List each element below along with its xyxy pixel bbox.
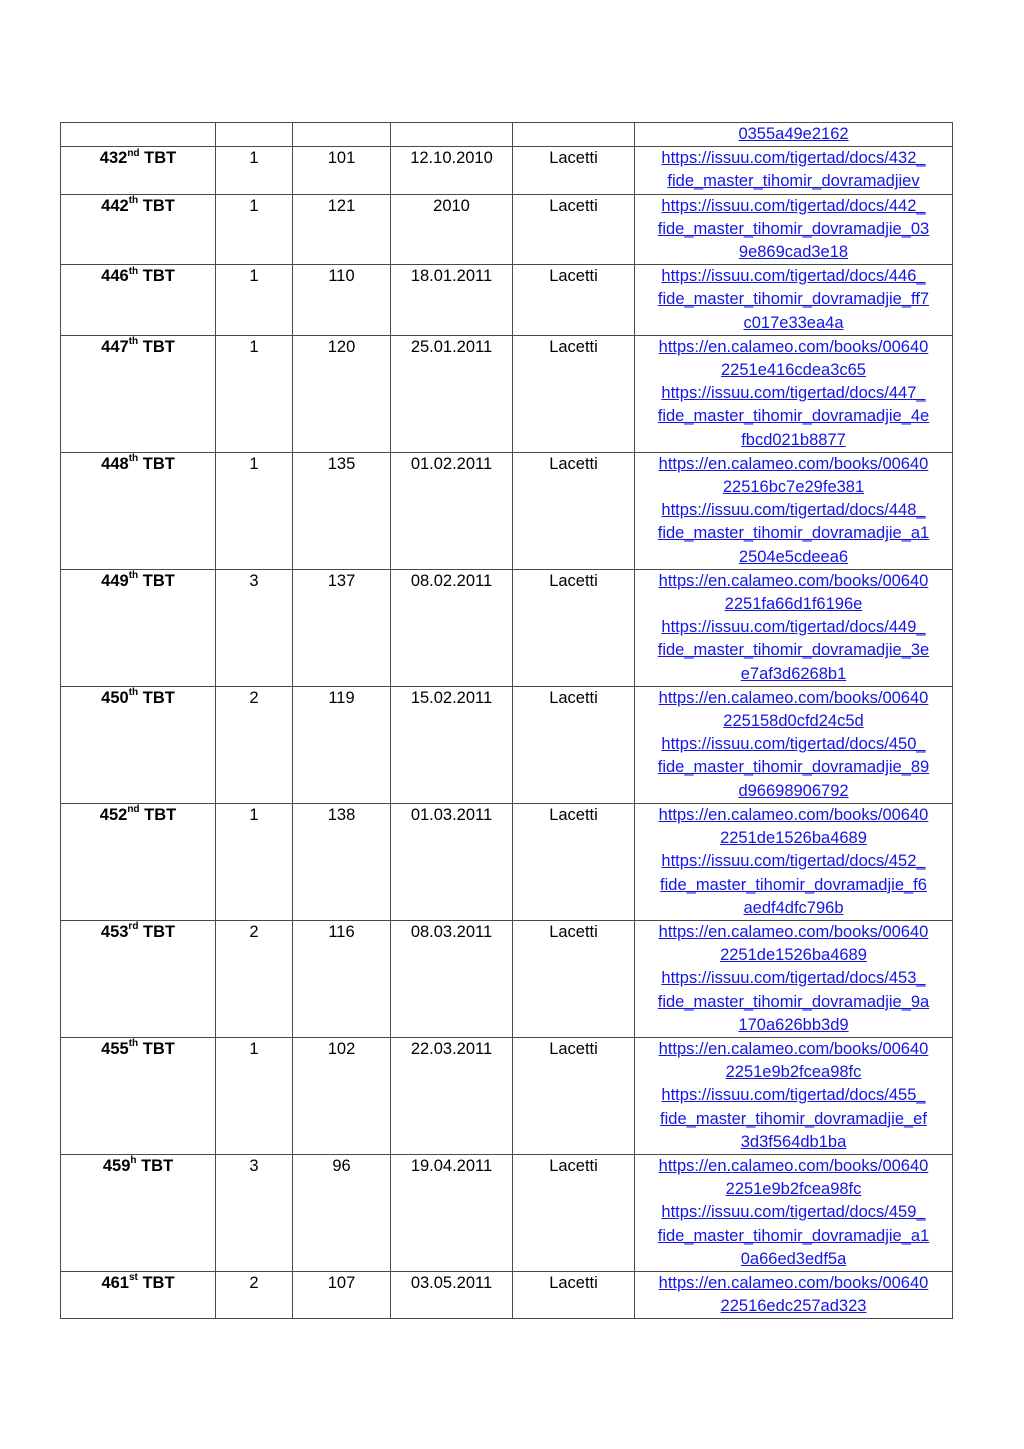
issue-cell [61,147,216,194]
date-cell: 12.10.2010 [391,147,513,194]
table-row [61,920,953,1037]
link-text-line: 2251de1526ba4689 [720,829,867,848]
issue-ordinal-suffix: th [128,570,139,582]
document-link[interactable] [639,123,948,146]
issue-ordinal-suffix: th [128,265,139,277]
count-cell: 1 [216,265,293,336]
links-cell [635,452,953,569]
link-text-line: fide_master_tihomir_dovramadjie_ff7 [657,290,930,309]
name-cell: Lacetti [513,452,635,569]
count-cell: 3 [216,1154,293,1271]
link-text-line: https://issuu.com/tigertad/docs/446_ [661,267,926,286]
document-link[interactable] [639,1155,948,1201]
count-cell: 2 [216,686,293,803]
link-text-line: 3d3f564db1ba [740,1132,847,1151]
document-link[interactable] [639,1084,948,1154]
issue-tag: TBT [138,571,175,590]
issue-ordinal-suffix: th [128,1038,139,1050]
number-cell: 107 [293,1271,391,1318]
table-row [61,803,953,920]
issue-ordinal-suffix: th [128,195,139,207]
link-text-line: https://en.calameo.com/books/00640 [658,805,929,824]
count-cell: 1 [216,335,293,452]
number-cell: 110 [293,265,391,336]
issue-number: 446 [101,267,129,286]
issue-tag: TBT [138,196,175,215]
name-cell: Lacetti [513,335,635,452]
links-cell [635,1037,953,1154]
link-text-line: fide_master_tihomir_dovramadjie_ef [660,1109,927,1128]
issue-tag: TBT [138,267,175,286]
table-row [61,147,953,194]
document-link[interactable] [639,1201,948,1271]
table-row [61,335,953,452]
name-cell: Lacetti [513,194,635,265]
issue-cell [61,803,216,920]
link-text-line: https://issuu.com/tigertad/docs/449_ [661,618,926,637]
date-cell: 19.04.2011 [391,1154,513,1271]
number-cell: 137 [293,569,391,686]
link-text-line: 2504e5cdeea6 [738,547,849,566]
link-text-line: https://en.calameo.com/books/00640 [658,337,929,356]
issue-tag: TBT [138,922,176,941]
count-cell: 1 [216,147,293,194]
link-text-line: 2251fa66d1f6196e [724,595,863,614]
document-link[interactable] [639,195,948,265]
name-cell: Lacetti [513,686,635,803]
number-cell: 138 [293,803,391,920]
document-link[interactable] [639,499,948,569]
issue-ordinal-suffix: th [128,453,139,465]
date-cell [391,123,513,147]
links-cell [635,335,953,452]
issue-tag: TBT [138,337,175,356]
document-link[interactable] [639,967,948,1037]
table-row [61,1154,953,1271]
issue-tag: TBT [138,1039,175,1058]
issue-cell [61,265,216,336]
link-text-line: fbcd021b8877 [741,430,846,449]
table-row [61,569,953,686]
link-text-line: https://en.calameo.com/books/00640 [658,454,929,473]
table-row [61,1037,953,1154]
issue-tag: TBT [139,149,177,168]
date-cell: 08.02.2011 [391,569,513,686]
number-cell: 135 [293,452,391,569]
date-cell: 01.03.2011 [391,803,513,920]
table-row [61,123,953,147]
link-text-line: fide_master_tihomir_dovramadjiev [667,172,920,191]
links-cell [635,1271,953,1318]
issue-tag: TBT [138,688,175,707]
issue-cell [61,1271,216,1318]
issue-cell [61,123,216,147]
issue-cell [61,1037,216,1154]
link-text-line: 2251de1526ba4689 [720,946,867,965]
link-text-line: https://issuu.com/tigertad/docs/448_ [661,501,926,520]
link-text-line: https://issuu.com/tigertad/docs/453_ [661,969,926,988]
issue-number: 447 [101,337,129,356]
issue-number: 452 [99,805,128,824]
number-cell: 116 [293,920,391,1037]
issue-ordinal-suffix: st [128,1272,138,1284]
document-link[interactable] [639,1272,948,1318]
name-cell: Lacetti [513,1271,635,1318]
table-row [61,452,953,569]
count-cell: 3 [216,569,293,686]
issue-cell [61,920,216,1037]
name-cell: Lacetti [513,920,635,1037]
links-cell [635,803,953,920]
issue-cell [61,569,216,686]
link-text-line: 2251e9b2fcea98fc [725,1180,862,1199]
date-cell: 03.05.2011 [391,1271,513,1318]
number-cell: 121 [293,194,391,265]
link-text-line: fide_master_tihomir_dovramadjie_3e [657,641,930,660]
date-cell: 08.03.2011 [391,920,513,1037]
issue-ordinal-suffix: rd [128,921,139,933]
links-cell [635,147,953,194]
number-cell: 120 [293,335,391,452]
date-cell: 2010 [391,194,513,265]
issue-tag: TBT [136,1156,174,1175]
table-row [61,1271,953,1318]
link-text-line: 2251e9b2fcea98fc [725,1063,862,1082]
link-text-line: https://en.calameo.com/books/00640 [658,571,929,590]
link-text-line: https://issuu.com/tigertad/docs/450_ [661,735,926,754]
date-cell: 01.02.2011 [391,452,513,569]
document-link[interactable] [639,382,948,452]
count-cell: 1 [216,803,293,920]
number-cell: 102 [293,1037,391,1154]
name-cell: Lacetti [513,569,635,686]
table-row [61,265,953,336]
count-cell: 1 [216,194,293,265]
link-text-line: 2251e416cdea3c65 [721,361,866,380]
link-text-line: fide_master_tihomir_dovramadjie_89 [657,758,930,777]
date-cell: 25.01.2011 [391,335,513,452]
issue-number: 461 [101,1273,129,1292]
count-cell: 1 [216,452,293,569]
issue-number: 448 [101,454,129,473]
issue-number: 455 [101,1039,129,1058]
document-link[interactable] [639,687,948,733]
issue-cell [61,194,216,265]
link-text-line: https://en.calameo.com/books/00640 [658,688,929,707]
link-text-line: fide_master_tihomir_dovramadjie_03 [657,219,930,238]
name-cell: Lacetti [513,147,635,194]
issue-tag: TBT [137,1273,175,1292]
link-text-line: d96698906792 [738,781,849,800]
link-text-line: https://issuu.com/tigertad/docs/455_ [661,1086,926,1105]
issue-cell [61,452,216,569]
link-text-line: 0355a49e2162 [738,125,849,143]
issue-cell [61,686,216,803]
issue-ordinal-suffix: h [130,1155,137,1167]
link-text-line: 22516bc7e29fe381 [722,478,865,497]
count-cell: 2 [216,920,293,1037]
name-cell: Lacetti [513,803,635,920]
links-cell [635,920,953,1037]
date-cell: 15.02.2011 [391,686,513,803]
issue-ordinal-suffix: nd [127,804,140,816]
table-body [61,123,953,1319]
link-text-line: c017e33ea4a [743,313,844,332]
link-text-line: 22516edc257ad323 [720,1297,867,1316]
number-cell: 96 [293,1154,391,1271]
link-text-line: fide_master_tihomir_dovramadjie_a1 [657,524,930,543]
document-link[interactable] [639,850,948,920]
number-cell: 119 [293,686,391,803]
document-link[interactable] [639,616,948,686]
links-cell [635,569,953,686]
issue-number: 442 [101,196,129,215]
table-row [61,686,953,803]
link-text-line: fide_master_tihomir_dovramadjie_9a [657,992,930,1011]
name-cell: Lacetti [513,1037,635,1154]
count-cell [216,123,293,147]
issue-number: 432 [99,149,128,168]
date-cell: 22.03.2011 [391,1037,513,1154]
number-cell [293,123,391,147]
issue-ordinal-suffix: th [128,687,139,699]
document-link[interactable] [639,570,948,616]
document-link[interactable] [639,453,948,499]
link-text-line: https://en.calameo.com/books/00640 [658,1273,929,1292]
document-link[interactable] [639,147,948,193]
link-text-line: fide_master_tihomir_dovramadjie_a1 [657,1226,930,1245]
link-text-line: https://issuu.com/tigertad/docs/459_ [661,1203,926,1222]
issue-tag: TBT [139,805,177,824]
issue-number: 450 [101,688,129,707]
link-text-line: aedf4dfc796b [743,898,844,917]
count-cell: 2 [216,1271,293,1318]
link-text-line: https://issuu.com/tigertad/docs/452_ [661,852,926,871]
issue-ordinal-suffix: nd [127,147,140,159]
date-cell: 18.01.2011 [391,265,513,336]
link-text-line: e7af3d6268b1 [740,664,847,683]
table-row [61,194,953,265]
link-text-line: https://issuu.com/tigertad/docs/442_ [661,196,926,215]
count-cell: 1 [216,1037,293,1154]
link-text-line: 170a626bb3d9 [738,1015,849,1034]
link-text-line: 9e869cad3e18 [738,243,849,262]
issue-number: 449 [101,571,129,590]
link-text-line: 0a66ed3edf5a [740,1249,847,1268]
issue-number: 453 [100,922,129,941]
document-link[interactable] [639,921,948,967]
document-link[interactable] [639,804,948,850]
number-cell: 101 [293,147,391,194]
links-cell [635,265,953,336]
link-text-line: https://en.calameo.com/books/00640 [658,1039,929,1058]
games-table [60,122,953,1319]
document-link[interactable] [639,336,948,382]
issue-tag: TBT [138,454,175,473]
link-text-line: https://issuu.com/tigertad/docs/447_ [661,384,926,403]
issue-cell [61,1154,216,1271]
link-text-line: https://issuu.com/tigertad/docs/432_ [661,149,926,168]
links-cell [635,686,953,803]
name-cell [513,123,635,147]
issue-number: 459 [102,1156,131,1175]
issue-ordinal-suffix: th [128,336,139,348]
links-cell [635,194,953,265]
document-link[interactable] [639,265,948,335]
link-text-line: https://en.calameo.com/books/00640 [658,922,929,941]
name-cell: Lacetti [513,265,635,336]
link-text-line: https://en.calameo.com/books/00640 [658,1156,929,1175]
issue-cell [61,335,216,452]
links-cell [635,123,953,147]
link-text-line: 225158d0cfd24c5d [723,712,864,731]
link-text-line: fide_master_tihomir_dovramadjie_4e [657,407,930,426]
link-text-line: fide_master_tihomir_dovramadjie_f6 [660,875,927,894]
document-link[interactable] [639,1038,948,1084]
name-cell: Lacetti [513,1154,635,1271]
links-cell [635,1154,953,1271]
document-link[interactable] [639,733,948,803]
